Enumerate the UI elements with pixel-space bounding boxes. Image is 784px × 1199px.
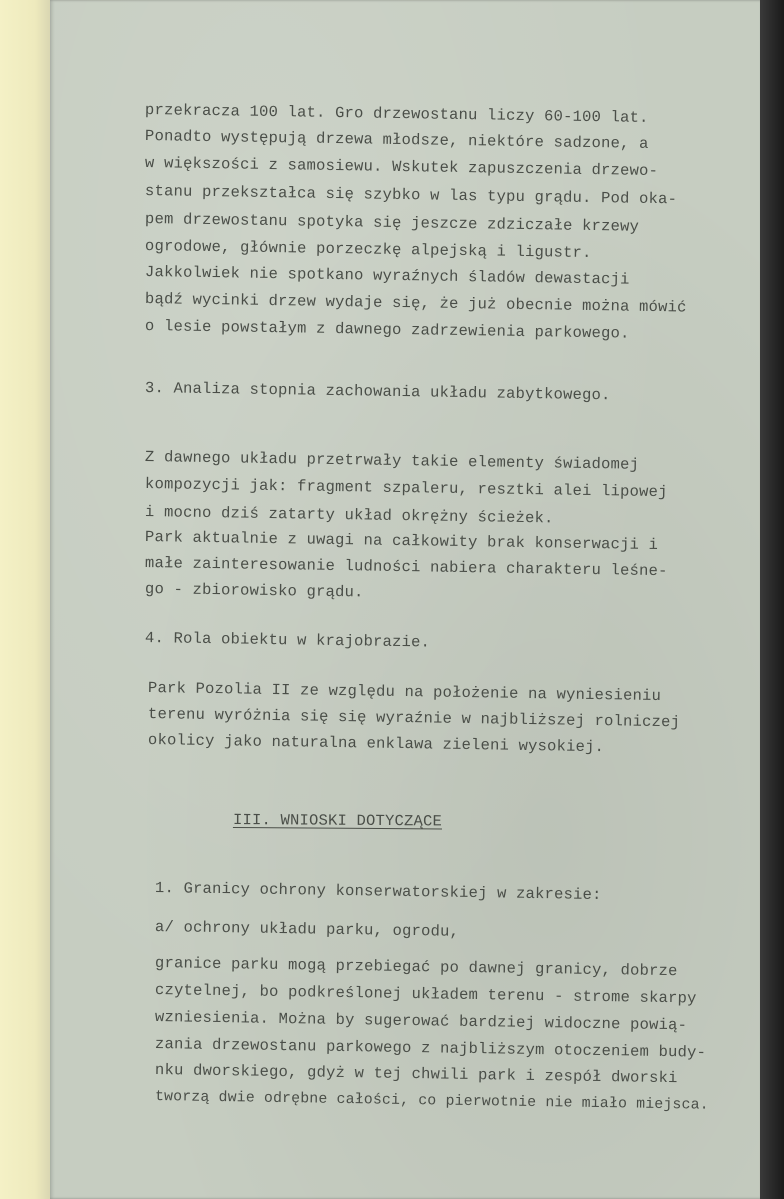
text-line: czytelnej, bo podkreślonej układem terenu - strome skarpy (154, 981, 697, 1008)
chapter-heading-iii: III. WNIOSKI DOTYCZĄCE (232, 811, 443, 831)
text-line: terenu wyróżnia się się wyraźnie w najbliższej rolniczej (147, 705, 681, 732)
text-line: w większości z samosiewu. Wskutek zapuszczenia drzewo- (144, 154, 659, 181)
text-line: o lesie powstałym z dawnego zadrzewienia parkowego. (144, 317, 630, 343)
text-line: Jakkolwiek nie spotkano wyraźnych śladów dewastacji (144, 263, 630, 289)
section-heading-3: 3. Analiza stopnia zachowania układu zabytkowego. (144, 379, 611, 405)
text-line: wzniesienia. Można by sugerować bardziej widoczne powią- (154, 1008, 688, 1035)
subsection-item-a: a/ ochrony układu parku, ogrodu, (154, 918, 460, 941)
left-margin (0, 0, 50, 1199)
text-line: Z dawnego układu przetrwały takie elementy świadomej (144, 448, 640, 474)
text-line: małe zainteresowanie ludności nabiera charakteru leśne- (144, 554, 668, 581)
text-line: bądź wycinki drzew wydaje się, że już obecnie można mówić (144, 290, 687, 317)
text-line: przekracza 100 lat. Gro drzewostanu liczy 60-100 lat. (144, 101, 649, 127)
text-line: nku dworskiego, gdyż w tej chwili park i zespół dworski (154, 1061, 678, 1088)
text-line: ogrodowe, głównie porzeczkę alpejską i ligustr. (144, 237, 592, 263)
text-line: zania drzewostanu parkowego z najbliższym otoczeniem budy- (154, 1035, 707, 1062)
text-line: Park Pozolia II ze względu na położenie na wyniesieniu (147, 679, 662, 706)
text-line: granice parku mogą przebiegać po dawnej granicy, dobrze (154, 954, 678, 981)
subsection-heading-1: 1. Granicy ochrony konserwatorskiej w zakresie: (154, 879, 602, 905)
text-line: go - zbiorowisko grądu. (144, 580, 364, 602)
text-line: Park aktualnie z uwagi na całkowity brak konserwacji i (144, 528, 659, 555)
text-line: pem drzewostanu spotyka się jeszcze zdziczałe krzewy (144, 210, 640, 236)
section-heading-4: 4. Rola obiektu w krajobrazie. (144, 629, 431, 652)
text-line: kompozycji jak: fragment szpaleru, resztki alei lipowej (144, 475, 668, 502)
text-line: tworzą dwie odrębne całości, co pierwotnie nie miało miejsca. (154, 1089, 709, 1114)
text-line: stanu przekształca się szybko w las typu grądu. Pod oka- (144, 182, 678, 209)
text-line: i mocno dziś zatarty układ okrężny ścieżek. (144, 503, 554, 528)
text-line: Ponadto występują drzewa młodsze, niektóre sadzone, a (144, 127, 649, 153)
scanner-edge (760, 0, 784, 1199)
text-line: okolicy jako naturalna enklawa zieleni wysokiej. (147, 731, 605, 757)
